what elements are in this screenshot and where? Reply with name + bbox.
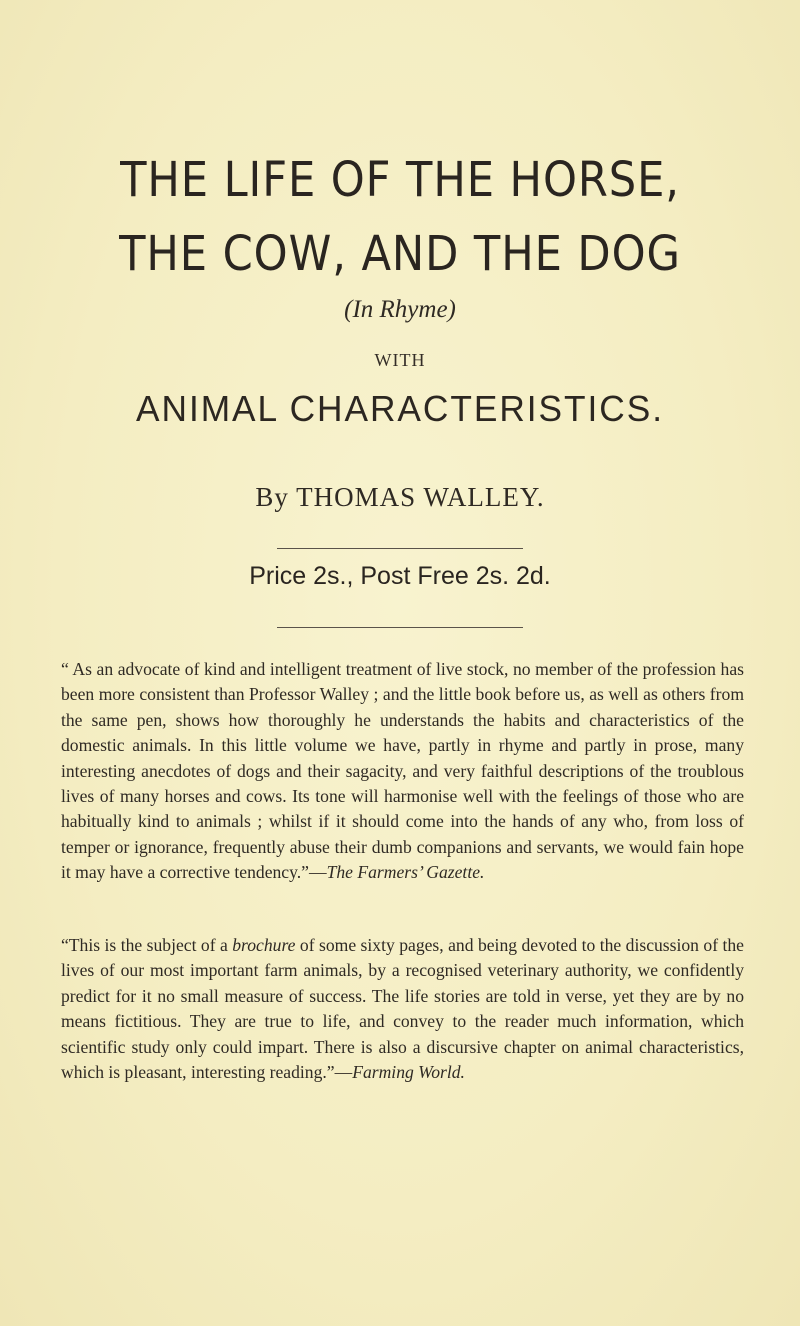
subtitle-text: In Rhyme bbox=[352, 296, 448, 323]
review-farmers-gazette bbox=[61, 657, 744, 886]
review-text: “ As an advocate of kind and intelligent treatment of live stock, no member of the profession has been more consistent than Professor Walley ; and the little book before us, as well as others from the same pen, shows how thoroughly he understands the habits and characteristics of the domestic animals. In this little volume we have, partly in rhyme and partly in prose, many interesting anecdotes of dogs and their sagacity, and very faithful descriptions of the troublous lives of many horses and cows. Its tone will harmonise well with the feelings of those who are habitually kind to animals ; whilst if it should come into the hands of any who, from loss of temper or ignorance, frequently abuse their dumb companions and servants, we would fain hope it may have a corrective tendency.”— bbox=[61, 659, 744, 883]
byline-by: By bbox=[255, 482, 289, 512]
characteristics-heading: ANIMAL CHARACTERISTICS. bbox=[136, 388, 664, 429]
review-text-after: of some sixty pages, and being devoted to the discussion of the lives of our most important farm animals, by a recognised veterinary authority, we confidently predict for it no small measure of success. The life stories are told in verse, yet they are by no means fictitious. They are true to life, and convey to the reader much information, which scientific study only could impart. There is also a discursive chapter on animal characteristics, which is pleasant, interesting reading.”— bbox=[61, 935, 744, 1083]
divider-bottom bbox=[277, 627, 523, 628]
byline bbox=[0, 482, 800, 513]
price: Price 2s., Post Free 2s. 2d. bbox=[249, 562, 551, 590]
title-line-1: THE LIFE OF THE HORSE, bbox=[120, 152, 680, 208]
review-italic-word: brochure bbox=[232, 935, 296, 955]
with-label: WITH bbox=[374, 350, 426, 370]
subtitle bbox=[0, 296, 800, 324]
review-source: The Farmers’ Gazette. bbox=[326, 862, 485, 883]
review-farming-world bbox=[61, 933, 744, 1085]
title-line-2: THE COW, AND THE DOG bbox=[119, 226, 681, 282]
review-text-before: “This is the subject of a bbox=[61, 935, 233, 955]
subtitle-open-paren: ( bbox=[344, 296, 353, 323]
divider-top bbox=[277, 548, 523, 549]
subtitle-close-paren: ) bbox=[447, 296, 456, 323]
review-source: Farming World. bbox=[352, 1062, 465, 1083]
author-name: THOMAS WALLEY. bbox=[296, 482, 545, 512]
